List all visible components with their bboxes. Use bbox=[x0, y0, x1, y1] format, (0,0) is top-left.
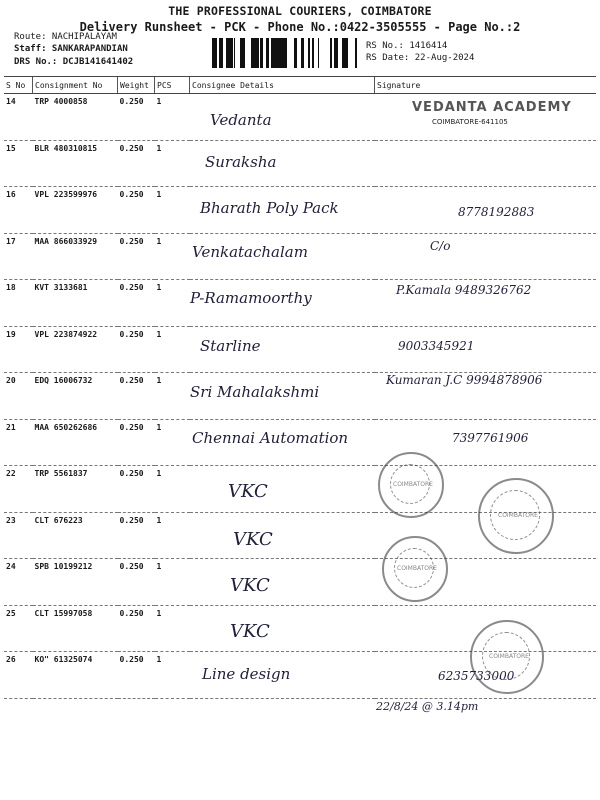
handwritten-consignee: Sri Mahalakshmi bbox=[190, 383, 320, 401]
consignment-number-cell: EDQ 16006732 bbox=[33, 373, 118, 420]
serial-number-cell: 21 bbox=[4, 419, 33, 466]
handwritten-signature-note: 7397761906 bbox=[452, 431, 529, 445]
table-row bbox=[4, 140, 596, 187]
rs-number: RS No.: 1416414 bbox=[366, 41, 448, 51]
barcode-bar bbox=[243, 38, 245, 68]
pieces-cell: 1 bbox=[155, 512, 190, 559]
barcode-bar bbox=[342, 38, 345, 68]
handwritten-consignee: VKC bbox=[228, 481, 268, 502]
pieces-cell: 1 bbox=[155, 559, 190, 606]
weight-cell: 0.250 bbox=[118, 326, 155, 373]
staff-label: Staff: SANKARAPANDIAN bbox=[14, 44, 128, 54]
column-header: Consignee Details bbox=[190, 77, 375, 94]
handwritten-signature-note: P.Kamala 9489326762 bbox=[396, 283, 532, 297]
barcode-bar bbox=[276, 38, 279, 68]
barcode-bar bbox=[335, 38, 338, 68]
barcode-bar bbox=[214, 38, 216, 68]
serial-number-cell: 18 bbox=[4, 280, 33, 327]
stamp-city-label: COIMBATORE bbox=[393, 481, 433, 488]
handwritten-signature-note: 6235733000 bbox=[438, 669, 515, 683]
weight-cell: 0.250 bbox=[118, 140, 155, 187]
consignment-number-cell: KO" 61325074 bbox=[33, 652, 118, 699]
barcode-bar bbox=[216, 38, 217, 68]
barcode-bar bbox=[273, 38, 276, 68]
consignment-number-cell: MAA 866033929 bbox=[33, 233, 118, 280]
barcode-bar bbox=[312, 38, 313, 68]
barcode-bar bbox=[301, 38, 304, 68]
handwritten-consignee: Vedanta bbox=[210, 111, 272, 129]
consignment-number-cell: BLR 480310815 bbox=[33, 140, 118, 187]
route-label: Route: NACHIPALAYAM bbox=[14, 32, 117, 42]
pieces-cell: 1 bbox=[155, 140, 190, 187]
barcode-bar bbox=[313, 38, 314, 68]
barcode-bar bbox=[253, 38, 256, 68]
handwritten-consignee: P-Ramamoorthy bbox=[190, 289, 312, 307]
pieces-cell: 1 bbox=[155, 419, 190, 466]
runsheet-subtitle: Delivery Runsheet - PCK - Phone No.:0422-3505555 - Page No.:2 bbox=[79, 20, 521, 34]
rs-date: RS Date: 22-Aug-2024 bbox=[366, 53, 475, 63]
serial-number-cell: 20 bbox=[4, 373, 33, 420]
pieces-cell: 1 bbox=[155, 233, 190, 280]
handwritten-consignee: VKC bbox=[230, 575, 270, 596]
handwritten-signature-note: 8778192883 bbox=[458, 205, 535, 219]
serial-number-cell: 17 bbox=[4, 233, 33, 280]
serial-number-cell: 25 bbox=[4, 605, 33, 652]
handwritten-consignee: VKC bbox=[230, 621, 270, 642]
barcode-bar bbox=[260, 38, 263, 68]
pieces-cell: 1 bbox=[155, 466, 190, 513]
barcode-bar bbox=[219, 38, 222, 68]
barcode-image bbox=[212, 38, 360, 68]
barcode-bar bbox=[266, 38, 269, 68]
table-row bbox=[4, 559, 596, 606]
company-seal-stamp bbox=[478, 478, 554, 554]
consignee-details-cell bbox=[190, 512, 375, 559]
serial-number-cell: 22 bbox=[4, 466, 33, 513]
stamp-city-label: COIMBATORE bbox=[498, 512, 538, 519]
pieces-cell: 1 bbox=[155, 652, 190, 699]
consignment-number-cell: TRP 4000858 bbox=[33, 94, 118, 141]
serial-number-cell: 14 bbox=[4, 94, 33, 141]
handwritten-consignee: Chennai Automation bbox=[192, 429, 349, 447]
barcode-bar bbox=[318, 38, 319, 68]
barcode-bar bbox=[228, 38, 231, 68]
barcode-bar bbox=[240, 38, 242, 68]
consignment-number-cell: MAA 650262686 bbox=[33, 419, 118, 466]
signature-cell bbox=[375, 233, 597, 280]
barcode-bar bbox=[279, 38, 280, 68]
handwritten-delivery-time: 22/8/24 @ 3.14pm bbox=[376, 700, 479, 713]
barcode-bar bbox=[242, 38, 243, 68]
weight-cell: 0.250 bbox=[118, 280, 155, 327]
weight-cell: 0.250 bbox=[118, 559, 155, 606]
consignment-number-cell: VPL 223874922 bbox=[33, 326, 118, 373]
weight-cell: 0.250 bbox=[118, 605, 155, 652]
consignment-number-cell: KVT 3133681 bbox=[33, 280, 118, 327]
serial-number-cell: 26 bbox=[4, 652, 33, 699]
barcode-bar bbox=[226, 38, 228, 68]
column-header: Signature bbox=[375, 77, 597, 94]
drs-label: DRS No.: DCJB141641402 bbox=[14, 57, 134, 67]
barcode-bar bbox=[285, 38, 287, 68]
company-seal-stamp bbox=[382, 536, 448, 602]
barcode-bar bbox=[271, 38, 273, 68]
pieces-cell: 1 bbox=[155, 605, 190, 652]
weight-cell: 0.250 bbox=[118, 652, 155, 699]
serial-number-cell: 19 bbox=[4, 326, 33, 373]
consignment-number-cell: CLT 676223 bbox=[33, 512, 118, 559]
pieces-cell: 1 bbox=[155, 187, 190, 234]
handwritten-signature-note: Kumaran J.C 9994878906 bbox=[386, 373, 543, 387]
weight-cell: 0.250 bbox=[118, 373, 155, 420]
barcode-bar bbox=[294, 38, 297, 68]
serial-number-cell: 24 bbox=[4, 559, 33, 606]
barcode-bar bbox=[212, 38, 214, 68]
serial-number-cell: 23 bbox=[4, 512, 33, 559]
weight-cell: 0.250 bbox=[118, 94, 155, 141]
pieces-cell: 1 bbox=[155, 280, 190, 327]
barcode-bar bbox=[330, 38, 332, 68]
weight-cell: 0.250 bbox=[118, 512, 155, 559]
signature-cell bbox=[375, 140, 597, 187]
weight-cell: 0.250 bbox=[118, 419, 155, 466]
weight-cell: 0.250 bbox=[118, 187, 155, 234]
academy-stamp-text: VEDANTA ACADEMY bbox=[412, 100, 572, 115]
barcode-bar bbox=[231, 38, 233, 68]
consignee-details-cell bbox=[190, 605, 375, 652]
column-header: Weight bbox=[118, 77, 155, 94]
consignee-details-cell bbox=[190, 466, 375, 513]
consignee-details-cell bbox=[190, 559, 375, 606]
barcode-bar bbox=[355, 38, 357, 68]
handwritten-consignee: Suraksha bbox=[205, 153, 277, 171]
handwritten-signature-note: C/o bbox=[430, 239, 451, 253]
column-header: Consignment No bbox=[33, 77, 118, 94]
handwritten-consignee: Starline bbox=[200, 337, 261, 355]
company-seal-stamp bbox=[470, 620, 544, 694]
runsheet-title: THE PROFESSIONAL COURIERS, COIMBATORE bbox=[168, 4, 432, 18]
handwritten-consignee: Venkatachalam bbox=[192, 243, 308, 261]
pieces-cell: 1 bbox=[155, 326, 190, 373]
serial-number-cell: 15 bbox=[4, 140, 33, 187]
handwritten-signature-note: 9003345921 bbox=[398, 339, 475, 353]
barcode-bar bbox=[308, 38, 310, 68]
barcode-bar bbox=[222, 38, 223, 68]
barcode-bar bbox=[256, 38, 259, 68]
consignment-number-cell: SPB 10199212 bbox=[33, 559, 118, 606]
serial-number-cell: 16 bbox=[4, 187, 33, 234]
table-header-row bbox=[4, 77, 596, 94]
handwritten-consignee: VKC bbox=[233, 529, 273, 550]
barcode-bar bbox=[234, 38, 235, 68]
weight-cell: 0.250 bbox=[118, 233, 155, 280]
barcode-bar bbox=[283, 38, 285, 68]
barcode-bar bbox=[345, 38, 348, 68]
barcode-bar bbox=[251, 38, 253, 68]
consignment-number-cell: VPL 223599976 bbox=[33, 187, 118, 234]
consignment-number-cell: TRP 5561837 bbox=[33, 466, 118, 513]
weight-cell: 0.250 bbox=[118, 466, 155, 513]
stamp-city-label: COIMBATORE bbox=[397, 565, 437, 572]
pieces-cell: 1 bbox=[155, 94, 190, 141]
stamp-city-label: COIMBATORE bbox=[489, 653, 529, 660]
handwritten-consignee: Bharath Poly Pack bbox=[200, 199, 339, 217]
company-seal-stamp bbox=[378, 452, 444, 518]
table-row bbox=[4, 326, 596, 373]
pieces-cell: 1 bbox=[155, 373, 190, 420]
barcode-bar bbox=[334, 38, 335, 68]
handwritten-consignee: Line design bbox=[202, 665, 291, 683]
column-header: PCS bbox=[155, 77, 190, 94]
column-header: S No bbox=[4, 77, 33, 94]
academy-stamp-city: COIMBATORE-641105 bbox=[432, 118, 508, 126]
consignment-number-cell: CLT 15997058 bbox=[33, 605, 118, 652]
barcode-bar bbox=[280, 38, 283, 68]
